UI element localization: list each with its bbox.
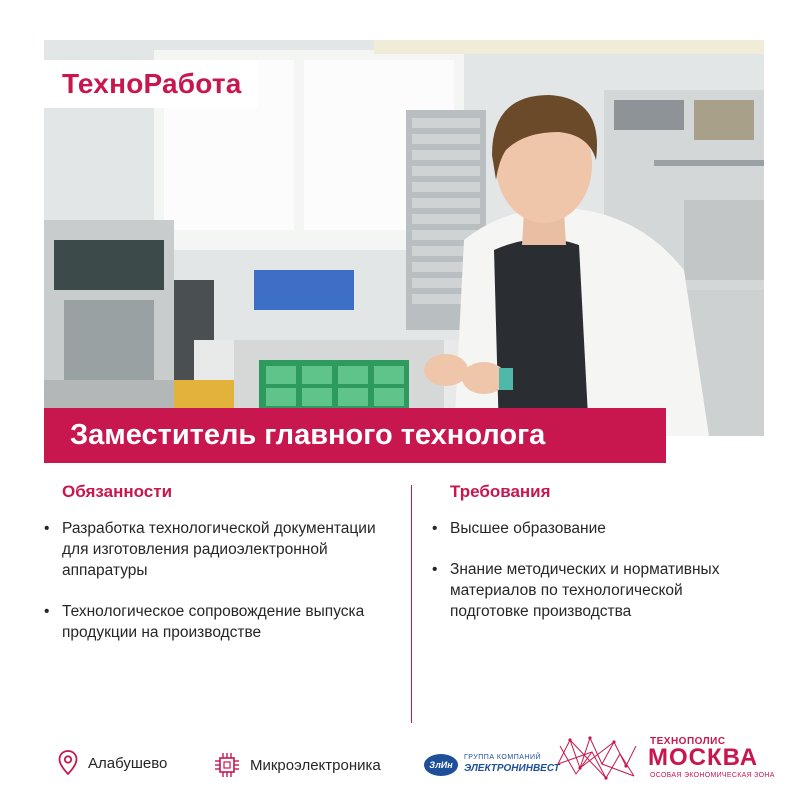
job-title: Заместитель главного технолога <box>44 408 666 463</box>
electroninvest-logo <box>424 752 560 778</box>
electroninvest-badge: ЗлИн <box>424 754 458 776</box>
list-item: • Разработка технологической документации для изготовления радиоэлектронной аппаратуры <box>44 518 404 581</box>
electroninvest-name: ЭЛЕКТРОНИНВЕСТ <box>464 763 560 774</box>
moscow-label: МОСКВА <box>648 744 759 771</box>
industry-item <box>214 752 381 778</box>
requirements-section <box>432 482 752 642</box>
microchip-icon <box>214 752 240 778</box>
location-item <box>58 750 167 776</box>
duties-section <box>44 482 404 663</box>
location-label: Алабушево <box>88 754 168 772</box>
electroninvest-group-label: ГРУППА КОМПАНИЙ <box>464 754 542 761</box>
list-item: • Технологическое сопровождение выпуска продукции на производстве <box>44 601 404 643</box>
special-zone-label: ОСОБАЯ ЭКОНОМИЧЕСКАЯ ЗОНА <box>650 772 775 779</box>
requirements-list <box>432 518 752 622</box>
technopolis-logo-icon <box>556 734 638 784</box>
industry-label: Микроэлектроника <box>250 756 381 774</box>
column-divider <box>411 485 412 723</box>
brand-tag: ТехноРабота <box>44 60 258 108</box>
list-item: • Знание методических и нормативных материалов по технологической подготовке производства <box>432 559 752 622</box>
location-pin-icon <box>58 750 78 776</box>
duties-heading: Обязанности <box>62 482 173 501</box>
list-item: • Высшее образование <box>432 518 752 539</box>
technopolis-label: ТЕХНОПОЛИС <box>650 736 726 747</box>
requirements-heading: Требования <box>450 482 551 501</box>
duties-list <box>44 518 404 643</box>
